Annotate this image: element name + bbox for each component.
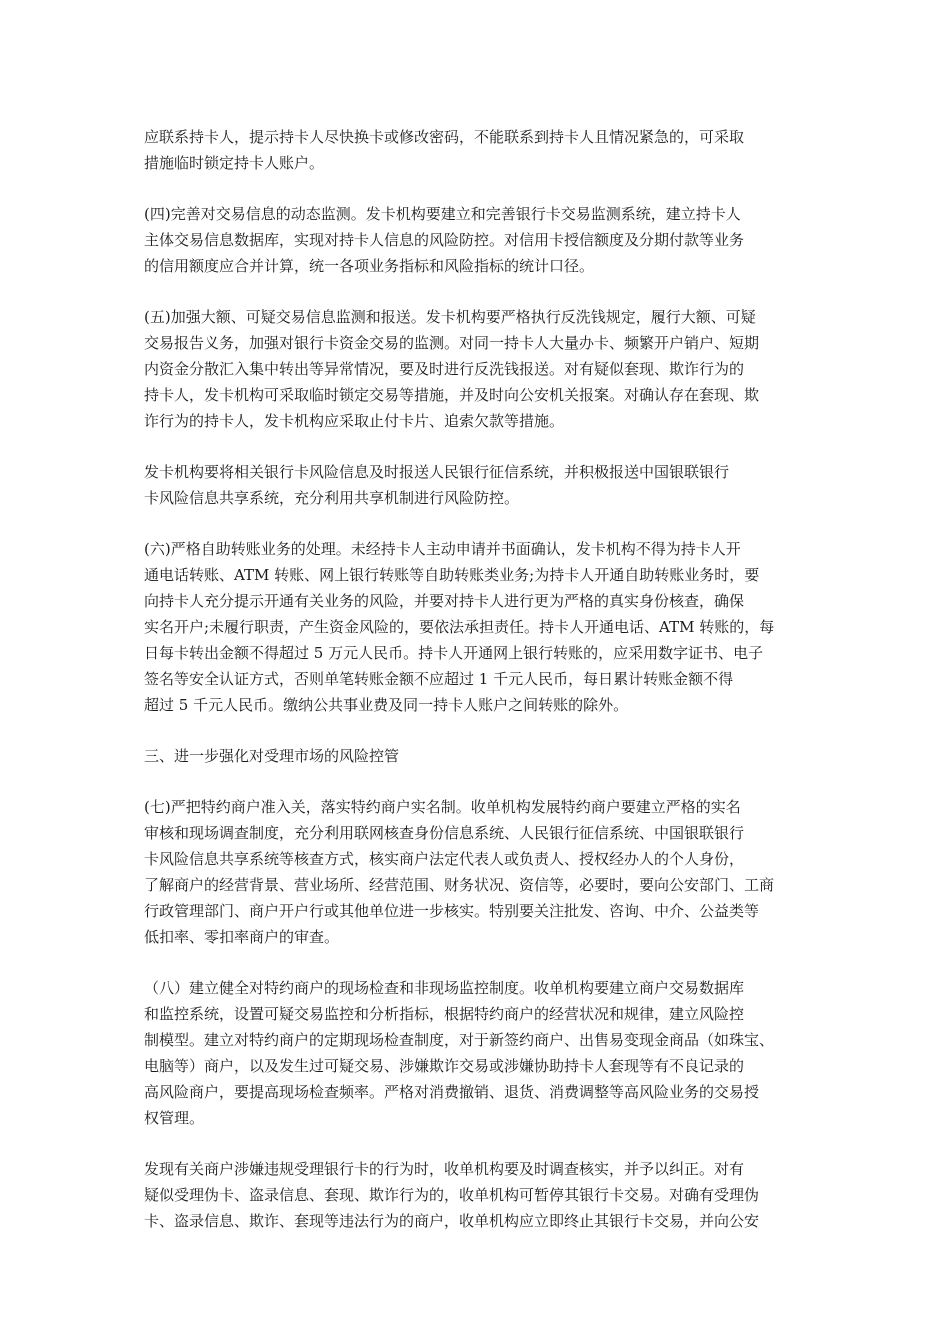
paragraph	[144, 975, 820, 1131]
text-line: 制模型。建立对特约商户的定期现场检查制度，对于新签约商户、出售易变现金商品（如珠宝、	[144, 1031, 775, 1049]
paragraph	[144, 201, 820, 279]
text-line: （八）建立健全对特约商户的现场检查和非现场监控制度。收单机构要建立商户交易数据库	[144, 979, 745, 997]
text-line: 高风险商户，要提高现场检查频率。严格对消费撤销、退货、消费调整等高风险业务的交易授	[144, 1083, 760, 1101]
text-line: 持卡人，发卡机构可采取临时锁定交易等措施，并及时向公安机关报案。对确认存在套现、欺	[144, 386, 760, 404]
text-line: 实名开户;未履行职责，产生资金风险的，要依法承担责任。持卡人开通电话、ATM 转账的，每	[144, 618, 775, 636]
document-body	[144, 124, 820, 1259]
text-line: 内资金分散汇入集中转出等异常情况，要及时进行反洗钱报送。对有疑似套现、欺诈行为的	[144, 360, 745, 378]
text-line: 交易报告义务，加强对银行卡资金交易的监测。对同一持卡人大量办卡、频繁开户销户、短期	[144, 334, 760, 352]
text-line: 的信用额度应合并计算，统一各项业务指标和风险指标的统计口径。	[144, 257, 595, 275]
text-line: 卡风险信息共享系统，充分利用共享机制进行风险防控。	[144, 489, 520, 507]
text-line: 和监控系统，设置可疑交易监控和分析指标，根据特约商户的经营状况和规律，建立风险控	[144, 1005, 745, 1023]
paragraph	[144, 794, 820, 950]
text-line: 诈行为的持卡人，发卡机构应采取止付卡片、追索欠款等措施。	[144, 412, 565, 430]
text-line: 主体交易信息数据库，实现对持卡人信息的风险防控。对信用卡授信额度及分期付款等业务	[144, 231, 745, 249]
text-line: 三、进一步强化对受理市场的风险控管	[144, 747, 400, 765]
text-line: 超过 5 千元人民币。缴纳公共事业费及同一持卡人账户之间转账的除外。	[144, 696, 629, 714]
text-line: 卡风险信息共享系统等核查方式，核实商户法定代表人或负责人、授权经办人的个人身份，	[144, 850, 745, 868]
text-line: 日每卡转出金额不得超过 5 万元人民币。持卡人开通网上银行转账的，应采用数字证书、电子	[144, 644, 764, 662]
text-line: 了解商户的经营背景、营业场所、经营范围、财务状况、资信等，必要时，要向公安部门、工商	[144, 876, 775, 894]
text-line: 电脑等）商户，以及发生过可疑交易、涉嫌欺诈交易或涉嫌协助持卡人套现等有不良记录的	[144, 1057, 745, 1075]
paragraph	[144, 124, 820, 176]
paragraph	[144, 536, 820, 718]
paragraph	[144, 459, 820, 511]
text-line: 通电话转账、ATM 转账、网上银行转账等自助转账类业务;为持卡人开通自助转账业务时，要	[144, 566, 760, 584]
text-line: 行政管理部门、商户开户行或其他单位进一步核实。特别要关注批发、咨询、中介、公益类等	[144, 902, 760, 920]
text-line: 措施临时锁定持卡人账户。	[144, 154, 325, 172]
paragraph	[144, 1156, 820, 1234]
text-line: (四)完善对交易信息的动态监测。发卡机构要建立和完善银行卡交易监测系统，建立持卡人	[144, 205, 741, 223]
paragraph	[144, 304, 820, 434]
text-line: 审核和现场调查制度，充分利用联网核查身份信息系统、人民银行征信系统、中国银联银行	[144, 824, 745, 842]
text-line: 发现有关商户涉嫌违规受理银行卡的行为时，收单机构要及时调查核实，并予以纠正。对有	[144, 1160, 745, 1178]
text-line: (六)严格自助转账业务的处理。未经持卡人主动申请并书面确认，发卡机构不得为持卡人开	[144, 540, 741, 558]
text-line: 权管理。	[144, 1109, 205, 1127]
text-line: 低扣率、零扣率商户的审查。	[144, 928, 340, 946]
text-line: (七)严把特约商户准入关，落实特约商户实名制。收单机构发展特约商户要建立严格的实名	[144, 798, 741, 816]
text-line: 向持卡人充分提示开通有关业务的风险，并要对持卡人进行更为严格的真实身份核查，确保	[144, 592, 745, 610]
text-line: 签名等安全认证方式，否则单笔转账金额不应超过 1 千元人民币，每日累计转账金额不得	[144, 670, 734, 688]
text-line: 应联系持卡人，提示持卡人尽快换卡或修改密码，不能联系到持卡人且情况紧急的，可采取	[144, 128, 745, 146]
section-heading	[144, 743, 820, 769]
text-line: 卡、盗录信息、欺诈、套现等违法行为的商户，收单机构应立即终止其银行卡交易，并向公安	[144, 1212, 760, 1230]
text-line: (五)加强大额、可疑交易信息监测和报送。发卡机构要严格执行反洗钱规定，履行大额、可疑	[144, 308, 756, 326]
text-line: 疑似受理伪卡、盗录信息、套现、欺诈行为的，收单机构可暂停其银行卡交易。对确有受理伪	[144, 1186, 760, 1204]
text-line: 发卡机构要将相关银行卡风险信息及时报送人民银行征信系统，并积极报送中国银联银行	[144, 463, 730, 481]
